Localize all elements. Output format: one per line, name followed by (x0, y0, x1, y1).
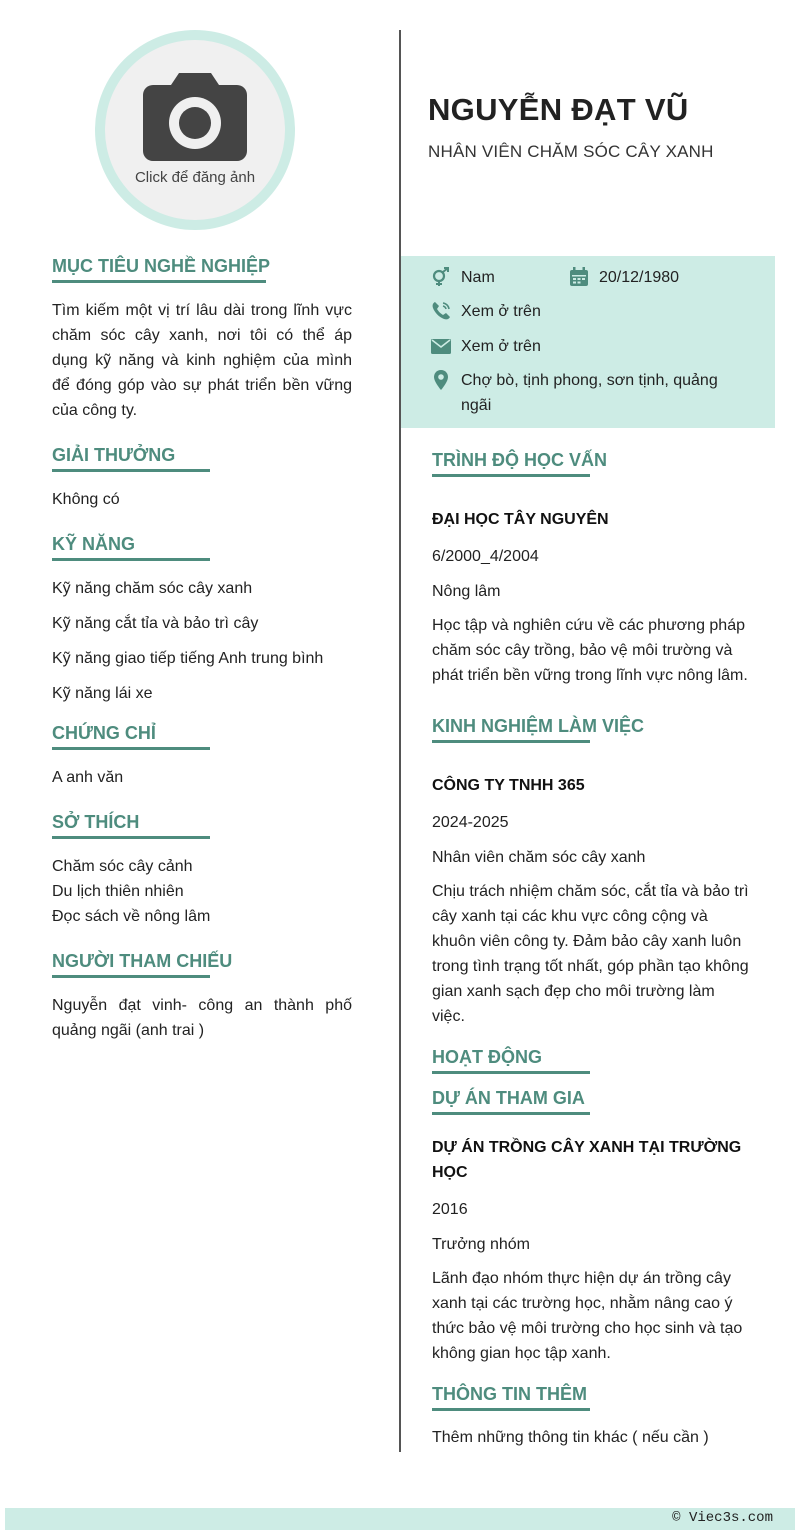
activities-section (432, 1047, 752, 1074)
extra-text: Thêm những thông tin khác ( nếu cần ) (432, 1429, 709, 1446)
skill-item: Kỹ năng giao tiếp tiếng Anh trung bình (52, 650, 324, 667)
phone-row (431, 299, 541, 324)
gender-value: Nam (461, 269, 495, 286)
skill-item: Kỹ năng cắt tỉa và bảo trì cây (52, 615, 259, 632)
project-name: DỰ ÁN TRỒNG CÂY XANH TẠI TRƯỜNG HỌC (432, 1139, 742, 1181)
certificates-section (52, 723, 352, 790)
extra-section (432, 1384, 752, 1450)
education-major: Nông lâm (432, 583, 501, 600)
education-section (432, 450, 752, 688)
projects-title: DỰ ÁN THAM GIA (432, 1088, 585, 1108)
references-title: NGƯỜI THAM CHIẾU (52, 951, 233, 971)
objective-title: MỤC TIÊU NGHỀ NGHIỆP (52, 256, 271, 276)
section-underline (432, 474, 590, 477)
section-underline (52, 747, 210, 750)
references-section (52, 951, 352, 1043)
candidate-name: NGUYỄN ĐẠT VŨ (428, 92, 689, 127)
experience-company: CÔNG TY TNHH 365 (432, 777, 585, 794)
phone-value: Xem ở trên (461, 303, 541, 320)
section-underline (432, 1071, 590, 1074)
hobby-item: Chăm sóc cây cảnh (52, 858, 193, 875)
footer-brand[interactable]: © Viec3s.com (672, 1510, 773, 1526)
birthday-row (569, 265, 679, 290)
section-underline (52, 469, 210, 472)
left-column (52, 256, 352, 1043)
birthday-value: 20/12/1980 (599, 269, 680, 286)
skills-title: KỸ NĂNG (52, 534, 136, 554)
extra-title: THÔNG TIN THÊM (432, 1384, 587, 1404)
contact-box (401, 256, 775, 428)
right-column (432, 450, 752, 1450)
awards-text: Không có (52, 491, 120, 508)
awards-section (52, 445, 352, 512)
email-value: Xem ở trên (461, 338, 541, 355)
experience-title: KINH NGHIỆM LÀM VIỆC (432, 716, 645, 736)
footer-bar (5, 1508, 795, 1530)
column-divider (399, 30, 401, 1452)
experience-period: 2024-2025 (432, 814, 509, 831)
education-title: TRÌNH ĐỘ HỌC VẤN (432, 450, 607, 470)
education-period: 6/2000_4/2004 (432, 548, 539, 565)
section-underline (52, 558, 210, 561)
experience-description: Chịu trách nhiệm chăm sóc, cắt tỉa và bảo trì cây xanh tại các khu vực công cộng và khuôn viên công ty. Đảm bảo cây xanh luôn trong tình trạng tốt nhất, góp phần tạo không gian xanh sạch đẹp cho môi trường làm việc. (432, 883, 749, 1025)
map-pin-icon (431, 370, 451, 390)
skill-item: Kỹ năng chăm sóc cây xanh (52, 580, 253, 597)
skills-section (52, 534, 352, 706)
objective-text: Tìm kiếm một vị trí lâu dài trong lĩnh vực chăm sóc cây xanh, nơi tôi có thể áp dụng kỹ năng và kinh nghiệm của mình để đóng góp vào sự phát triển bền vững của công ty. (52, 302, 352, 419)
photo-upload[interactable] (95, 30, 295, 230)
job-title: NHÂN VIÊN CHĂM SÓC CÂY XANH (428, 142, 714, 161)
hobbies-section (52, 812, 352, 929)
hobby-item: Đọc sách về nông lâm (52, 908, 211, 925)
awards-title: GIẢI THƯỞNG (52, 445, 176, 465)
address-row (431, 368, 751, 418)
hobby-item: Du lịch thiên nhiên (52, 883, 184, 900)
certificates-title: CHỨNG CHỈ (52, 723, 156, 743)
photo-placeholder (105, 40, 285, 220)
section-underline (52, 836, 210, 839)
objective-section (52, 256, 352, 423)
activities-title: HOẠT ĐỘNG (432, 1047, 542, 1067)
section-underline (52, 280, 266, 283)
experience-position: Nhân viên chăm sóc cây xanh (432, 849, 646, 866)
gender-icon (431, 267, 451, 287)
projects-section (432, 1088, 752, 1366)
project-role: Trưởng nhóm (432, 1236, 530, 1253)
project-description: Lãnh đạo nhóm thực hiện dự án trồng cây xanh tại các trường học, nhằm nâng cao ý thức bảo vệ môi trường cho học sinh và tạo không gian học tập xanh. (432, 1270, 743, 1362)
hobbies-title: SỞ THÍCH (52, 812, 140, 832)
address-value: Chợ bò, tịnh phong, sơn tịnh, quảng ngãi (461, 372, 718, 414)
project-year: 2016 (432, 1201, 468, 1218)
section-underline (432, 740, 590, 743)
experience-section (432, 716, 752, 1029)
calendar-icon (569, 267, 589, 287)
certificates-text: A anh văn (52, 769, 124, 786)
references-text: Nguyễn đạt vinh- công an thành phố quảng ngãi (anh trai ) (52, 997, 352, 1039)
camera-icon (141, 69, 249, 163)
section-underline (432, 1112, 590, 1115)
email-row (431, 334, 541, 359)
education-school: ĐẠI HỌC TÂY NGUYÊN (432, 511, 609, 528)
gender-row (431, 265, 495, 290)
photo-upload-label[interactable]: Click để đăng ảnh (134, 168, 256, 186)
education-description: Học tập và nghiên cứu về các phương pháp chăm sóc cây trồng, bảo vệ môi trường và phát triển bền vững trong lĩnh vực nông lâm. (432, 617, 748, 684)
phone-icon (431, 301, 451, 321)
section-underline (52, 975, 210, 978)
envelope-icon (431, 336, 451, 356)
section-underline (432, 1408, 590, 1411)
skill-item: Kỹ năng lái xe (52, 685, 153, 702)
